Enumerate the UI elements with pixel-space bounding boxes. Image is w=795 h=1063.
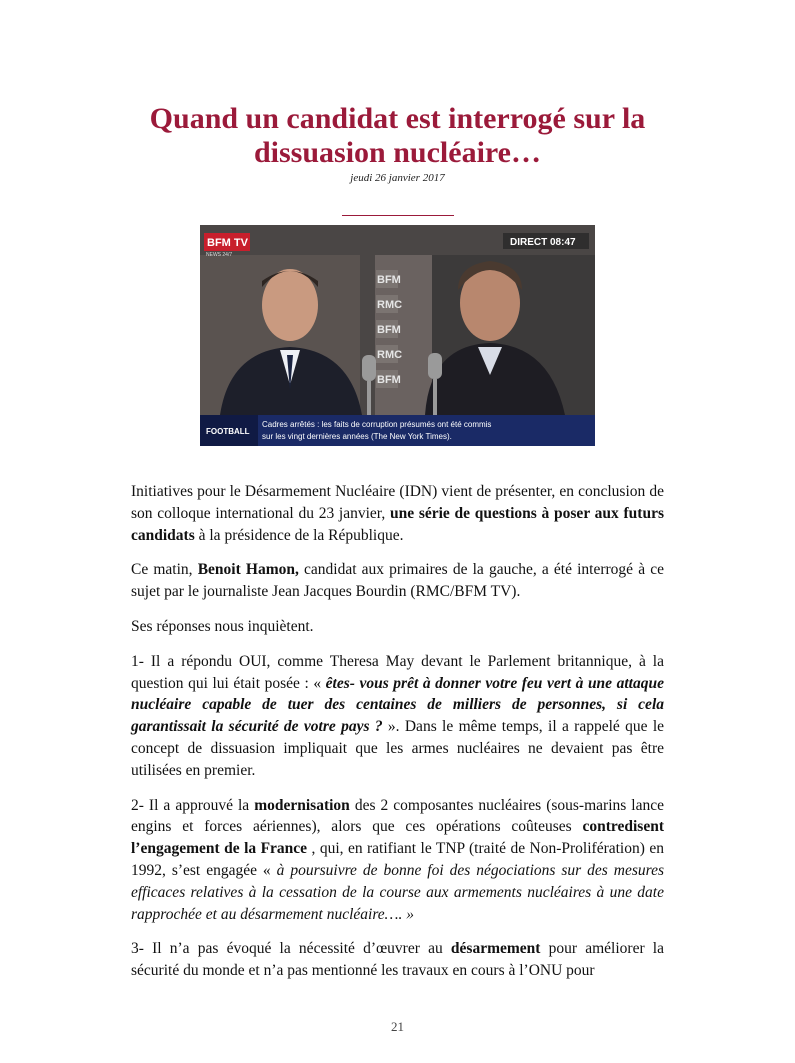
backdrop-label: BFM	[377, 324, 401, 336]
paragraph-emphasis: modernisation	[254, 796, 350, 814]
article-body	[131, 481, 664, 995]
backdrop-label: RMC	[377, 349, 403, 361]
paragraph-emphasis: contredisent l’engagement de la France	[131, 818, 664, 858]
paragraph-text: pour améliorer la sécurité du monde et n’a pas mentionné les travaux en cours à l’ONU pour	[131, 940, 664, 980]
paragraph-text: 2- Il a approuvé la	[131, 796, 255, 814]
paragraph-text: Ce matin,	[131, 561, 198, 579]
tv-interview-photo	[200, 225, 595, 446]
page-title: Quand un candidat est interrogé sur la dissuasion nucléaire…	[149, 102, 646, 169]
paragraph-emphasis: Benoit Hamon,	[197, 561, 299, 579]
backdrop-label: RMC	[377, 299, 403, 311]
paragraph	[131, 481, 664, 546]
paragraph	[131, 795, 664, 926]
paragraph-emphasis: une série de questions à poser aux futurs candidats	[131, 504, 664, 544]
paragraph-text: à la présidence de la République.	[194, 526, 404, 544]
paragraph: Ses réponses nous inquiètent.	[131, 617, 314, 635]
paragraph-emphasis: désarmement	[450, 940, 541, 958]
channel-logo-text: BFM TV	[207, 237, 248, 249]
paragraph-quote: êtes- vous prêt à donner votre feu vert à une attaque nucléaire capable de tuer des centaines de milliers de personnes, si cela garantissait la sécurité de votre pays ?	[131, 674, 664, 736]
ticker-line: sur les vingt dernières années (The New York Times).	[262, 432, 452, 441]
paragraph-text: Initiatives pour le Désarmement Nucléaire (IDN) vient de présenter, en conclusion de son colloque international du 23 janvier,	[131, 483, 664, 522]
paragraph-text: des 2 composantes nucléaires (sous-marins lance engins et forces aériennes), alors que ces opérations coûteuses	[131, 796, 664, 836]
live-label: DIRECT 08:47	[510, 237, 576, 248]
paragraph-text: 1- Il a répondu OUI, comme Theresa May devant le Parlement britannique, à la question qui lui était posée : «	[131, 652, 664, 692]
paragraph-text: ». Dans le même temps, il a rappelé que le concept de dissuasion impliquait que les armes nucléaires ne devaient pas être utilisées en premier.	[131, 718, 665, 779]
paragraph-text: , qui, en ratifiant le TNP (traité de Non-Prolifération) en 1992, s’est engagée «	[131, 840, 664, 879]
ticker-section: FOOTBALL	[206, 427, 250, 436]
backdrop-label: BFM	[377, 374, 401, 386]
paragraph-quote: à poursuivre de bonne foi des négociations sur des mesures efficaces relatives à la cessation de la course aux armements nucléaires à une date rapprochée et au désarmement nucléaire…. »	[131, 861, 664, 923]
ticker-line: Cadres arrêtés : les faits de corruption présumés ont été commis	[262, 420, 492, 429]
publication-date: jeudi 26 janvier 2017	[350, 172, 445, 184]
paragraph-text: candidat aux primaires de la gauche, a été interrogé à ce sujet par le journaliste Jean Jacques Bourdin (RMC/BFM TV).	[131, 561, 664, 601]
paragraph-text: 3- Il n’a pas évoqué la nécessité d’œuvrer au	[131, 940, 451, 958]
backdrop-label: BFM	[377, 274, 401, 286]
paragraph	[131, 938, 664, 982]
page-number: 21	[391, 1019, 404, 1034]
channel-sublogo: NEWS 24/7	[206, 252, 233, 258]
paragraph	[131, 651, 664, 782]
title-divider	[342, 215, 454, 216]
paragraph	[131, 559, 664, 603]
